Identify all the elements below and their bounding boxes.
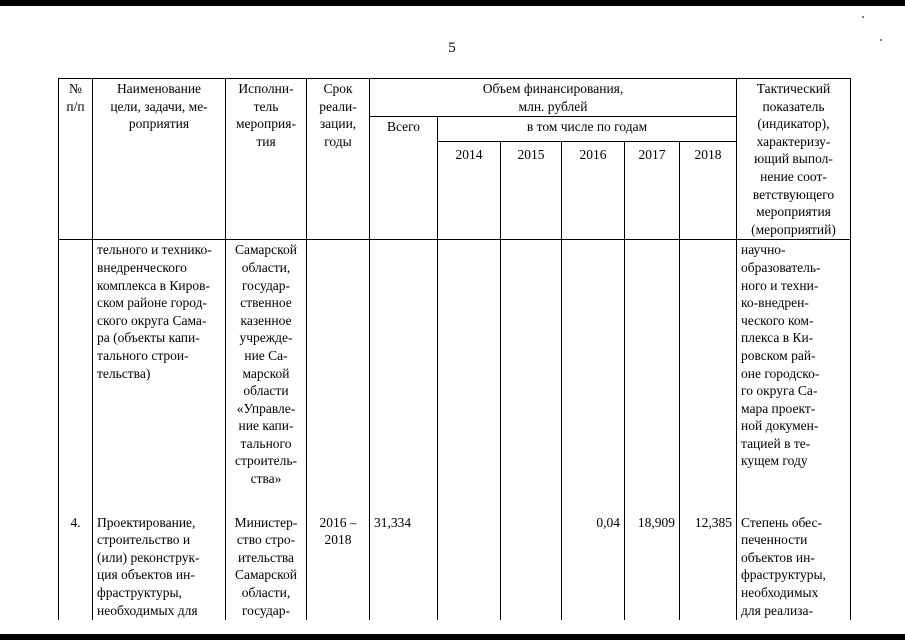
header-funding: Объем финансирования, млн. рублей	[370, 79, 737, 117]
header-by-years: в том числе по годам	[438, 117, 737, 142]
row-total: 31,334	[370, 513, 438, 621]
header-year-2018: 2018	[680, 142, 737, 240]
row-num: 4.	[59, 513, 93, 621]
row-term	[307, 240, 370, 489]
row-executor: Самарской области, государ- ственное казенное учрежде- ние Са- марской области «Управле- ние капи- тального строитель- ства»	[226, 240, 307, 489]
row-2014	[438, 240, 501, 489]
row-2016	[562, 240, 625, 489]
row-total	[370, 240, 438, 489]
row-2017	[625, 240, 680, 489]
header-name: Наименование цели, задачи, ме- роприятия	[93, 79, 226, 240]
row-gap	[59, 489, 851, 513]
row-2017: 18,909	[625, 513, 680, 621]
scan-top-edge	[0, 0, 905, 6]
row-term: 2016 – 2018	[307, 513, 370, 621]
row-2016: 0,04	[562, 513, 625, 621]
row-2015	[501, 240, 562, 489]
header-year-2017: 2017	[625, 142, 680, 240]
scan-speck	[880, 39, 882, 41]
row-indicator: Степень обес- печенности объектов ин- фраструктуры, необходимых для реализа-	[737, 513, 851, 621]
row-name: тельного и технико- внедренческого комплекса в Киров- ском районе город- ского округа Сама- ра (объекты капи- тального строи- тельства)	[93, 240, 226, 489]
scan-bottom-edge	[0, 634, 905, 640]
table-row	[59, 513, 851, 621]
table-row	[59, 240, 851, 489]
page-number: 5	[448, 40, 456, 56]
row-2018	[680, 240, 737, 489]
header-year-2014: 2014	[438, 142, 501, 240]
row-2018: 12,385	[680, 513, 737, 621]
row-2014	[438, 513, 501, 621]
header-indicator: Тактический показатель (индикатор), характеризу- ющий выпол- нение соот- ветствующего мероприятия (мероприятий)	[737, 79, 851, 240]
header-year-2016: 2016	[562, 142, 625, 240]
header-term: Срок реали- зации, годы	[307, 79, 370, 240]
header-year-2015: 2015	[501, 142, 562, 240]
header-total: Всего	[370, 117, 438, 240]
header-num: № п/п	[59, 79, 93, 240]
row-indicator: научно- образователь- ного и техни- ко-внедрен- ческого ком- плекса в Ки- ровском рай- оне городско- го округа Са- мара проект- ной докумен- тацией в те- кущем году	[737, 240, 851, 489]
scan-speck	[862, 16, 864, 18]
header-executor: Исполни- тель мероприя- тия	[226, 79, 307, 240]
program-activities-table	[58, 78, 851, 620]
row-num	[59, 240, 93, 489]
row-name: Проектирование, строительство и (или) реконструк- ция объектов ин- фраструктуры, необходимых для	[93, 513, 226, 621]
table-header-row-1	[59, 79, 851, 117]
row-2015	[501, 513, 562, 621]
row-executor: Министер- ство стро- ительства Самарской области, государ-	[226, 513, 307, 621]
